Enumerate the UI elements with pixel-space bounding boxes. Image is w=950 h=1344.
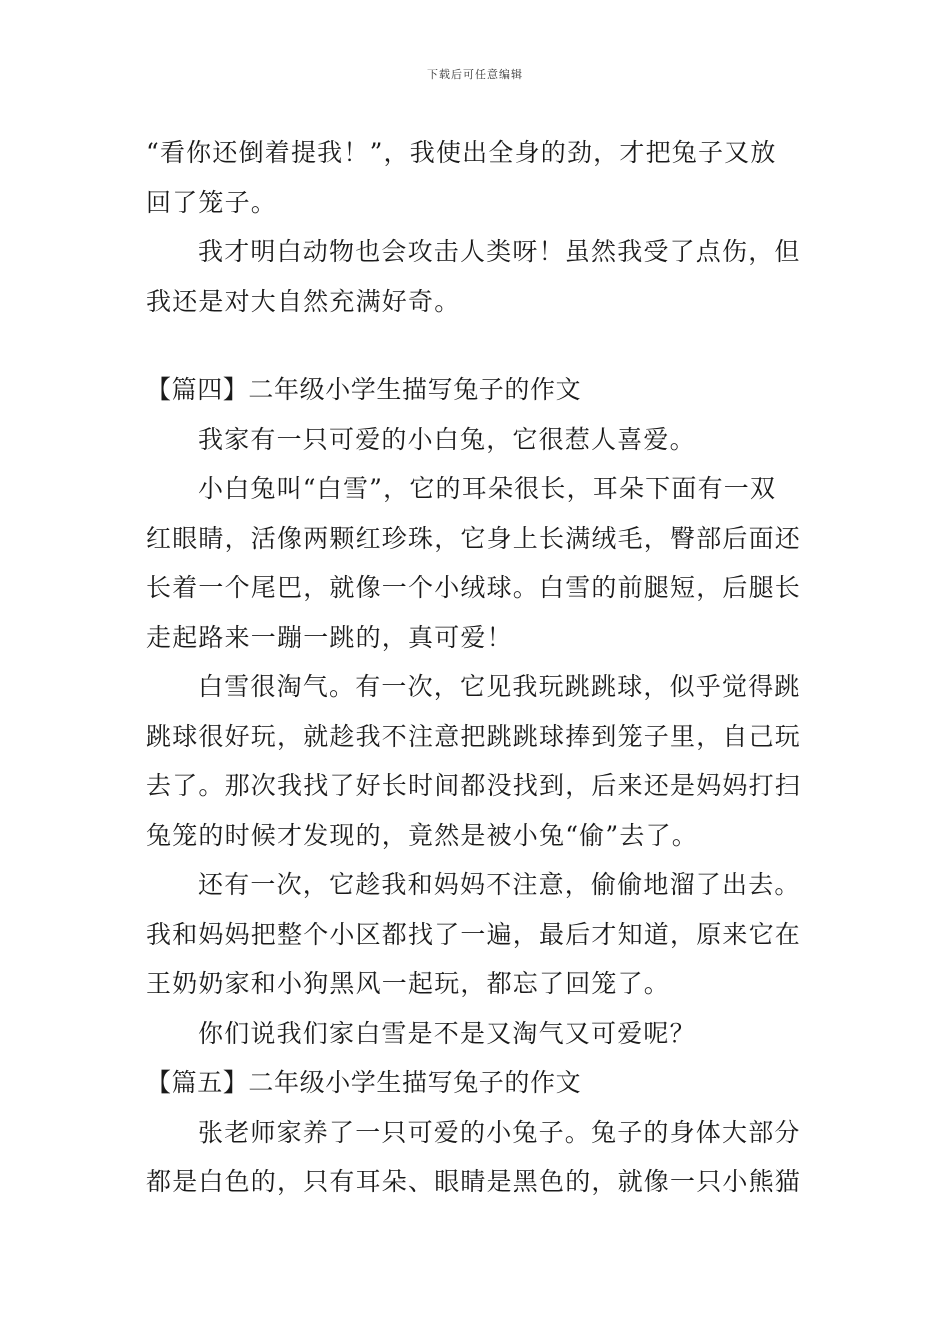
section-4-title: 【篇四】二年级小学生描写兔子的作文 — [146, 375, 582, 404]
section-5-title: 【篇五】二年级小学生描写兔子的作文 — [146, 1068, 582, 1097]
text-line: 走起路来一蹦一跳的，真可爱！ — [146, 622, 513, 652]
text-line: 你们说我们家白雪是不是又淘气又可爱呢？ — [198, 1018, 696, 1048]
text-line: 我才明白动物也会攻击人类呀！虽然我受了点伤，但 — [198, 237, 801, 266]
text-line: 还有一次，它趁我和妈妈不注意，偷偷地溜了出去。 — [198, 870, 801, 899]
text-line: 我和妈妈把整个小区都找了一遍，最后才知道，原来它在 — [146, 919, 802, 949]
text-line: 小白兔叫“白雪”，它的耳朵很长，耳朵下面有一双 — [198, 474, 777, 503]
text-line: 去了。那次我找了好长时间都没找到，后来还是妈妈打扫 — [146, 771, 802, 800]
text-line: 兔笼的时候才发现的，竟然是被小兔“偷”去了。 — [146, 820, 698, 850]
text-line: 回了笼子。 — [146, 187, 278, 217]
text-line: 张老师家养了一只可爱的小兔子。兔子的身体大部分 — [198, 1117, 801, 1147]
page-header: 下载后可任意编辑 — [427, 68, 523, 81]
document-body — [146, 128, 810, 1207]
text-line: 白雪很淘气。有一次，它见我玩跳跳球，似乎觉得跳 — [198, 672, 801, 701]
blank-space — [146, 326, 810, 365]
text-line: 跳球很好玩，就趁我不注意把跳跳球捧到笼子里，自己玩 — [146, 721, 802, 751]
text-line: 我家有一只可爱的小白兔，它很惹人喜爱。 — [198, 424, 696, 454]
text-line: 我还是对大自然充满好奇。 — [146, 286, 461, 316]
text-line: “看你还倒着提我！”，我使出全身的劲，才把兔子又放 — [146, 138, 777, 167]
text-line: 王奶奶家和小狗黑风一起玩，都忘了回笼了。 — [146, 969, 671, 998]
text-line: 长着一个尾巴，就像一个小绒球。白雪的前腿短，后腿长 — [146, 573, 802, 602]
text-line: 都是白色的，只有耳朵、眼睛是黑色的，就像一只小熊猫 — [146, 1167, 802, 1196]
text-line: 红眼睛，活像两颗红珍珠，它身上长满绒毛，臀部后面还 — [146, 523, 802, 553]
